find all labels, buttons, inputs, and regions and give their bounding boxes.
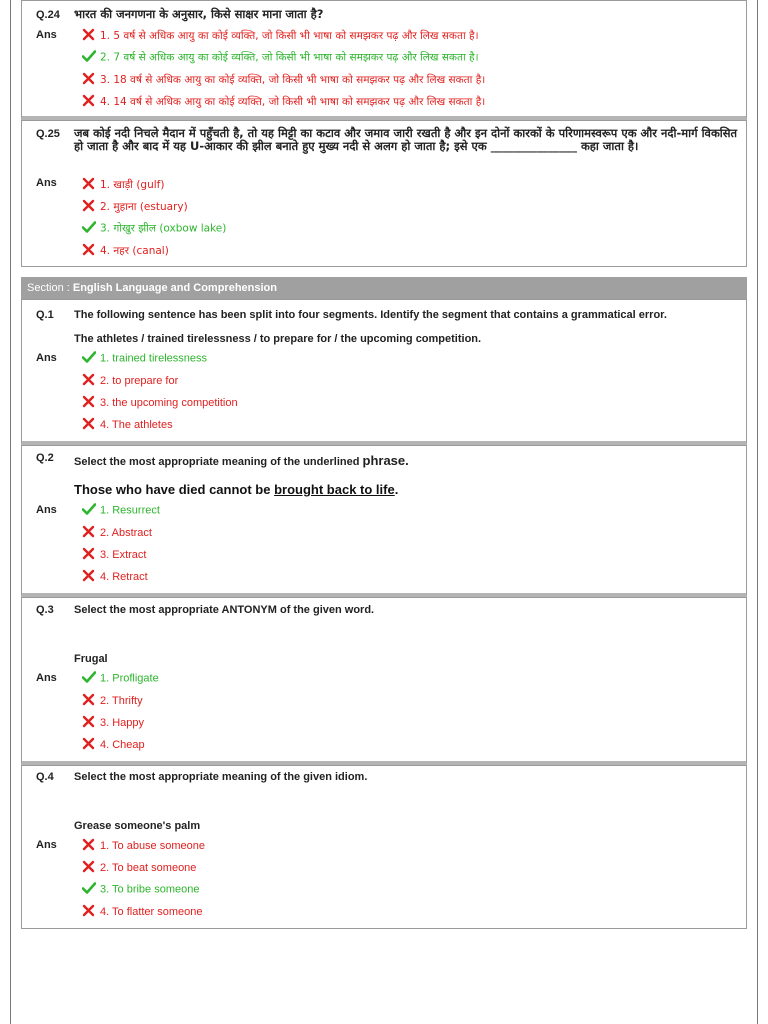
cross-icon	[82, 199, 98, 215]
answer-option: 1. To abuse someone	[82, 838, 205, 854]
answer-option: 1. 5 वर्ष से अधिक आयु का कोई व्यक्ति, जो किसी भी भाषा को समझकर पढ़ और लिख सकता है।	[82, 28, 479, 44]
cross-icon	[82, 525, 98, 541]
check-icon	[82, 671, 98, 686]
answer-label: Ans	[36, 504, 57, 516]
answer-option: 4. Cheap	[82, 737, 145, 753]
given-word: Frugal	[74, 653, 108, 665]
answer-option: 4. नहर (canal)	[82, 243, 169, 259]
answer-option: 4. Retract	[82, 569, 148, 585]
check-icon	[82, 503, 98, 518]
question-number: Q.25	[36, 128, 60, 140]
cross-icon	[82, 72, 98, 88]
underlined-phrase: brought back to life	[274, 482, 395, 497]
answer-option: 3. Extract	[82, 547, 146, 563]
question-text: भारत की जनगणना के अनुसार, किसे साक्षर माना जाता है?	[74, 7, 324, 21]
cross-icon	[82, 737, 98, 753]
cross-icon	[82, 838, 98, 854]
answer-option: 2. Thrifty	[82, 693, 143, 709]
cross-icon	[82, 177, 98, 193]
question-text: Select the most appropriate ANTONYM of the given word.	[74, 604, 375, 616]
question-number: Q.2	[36, 452, 54, 464]
cross-icon	[82, 395, 98, 411]
section-name: English Language and Comprehension	[72, 282, 277, 294]
question-number: Q.1	[36, 309, 54, 321]
question-text: जब कोई नदी निचले मैदान में पहुँचती है, तो यह मिट्टी का कटाव और जमाव जारी रखती है और इन दोनों कारकों के परिणामस्वरूप एक और नदी-मार्ग विकसित हो जाता है और बाद में यह U-आकार की झील बनाते हुए मुख्य नदी से अलग हो जाता है; इसे एक _______________ कहा जाता है।	[74, 126, 738, 153]
answer-option: 1. Resurrect	[82, 503, 160, 518]
cross-icon	[82, 417, 98, 433]
question-block-e1	[21, 299, 747, 445]
section-header	[21, 277, 747, 299]
check-icon	[82, 882, 98, 897]
answer-label: Ans	[36, 672, 57, 684]
answer-option: 2. Abstract	[82, 525, 152, 541]
question-block-e4	[21, 765, 747, 929]
answer-option: 1. trained tirelessness	[82, 351, 207, 366]
check-icon	[82, 221, 98, 236]
answer-option: 4. The athletes	[82, 417, 173, 433]
answer-label: Ans	[36, 29, 57, 41]
answer-label: Ans	[36, 839, 57, 851]
question-number: Q.4	[36, 771, 54, 783]
answer-option: 3. Happy	[82, 715, 144, 731]
question-text: The following sentence has been split into four segments. Identify the segment that contains a grammatical error.	[74, 309, 667, 321]
question-sentence: The athletes / trained tirelessness / to prepare for / the upcoming competition.	[74, 333, 482, 345]
check-icon	[82, 50, 98, 65]
cross-icon	[82, 569, 98, 585]
answer-option: 3. the upcoming competition	[82, 395, 238, 411]
answer-option: 1. खाड़ी (gulf)	[82, 177, 164, 193]
question-text: Select the most appropriate meaning of the given idiom.	[74, 771, 368, 783]
answer-option: 3. 18 वर्ष से अधिक आयु का कोई व्यक्ति, जो किसी भी भाषा को समझकर पढ़ और लिख सकता है।	[82, 72, 485, 88]
check-icon	[82, 351, 98, 366]
question-text: Select the most appropriate meaning of the underlined phrase.	[74, 453, 409, 468]
question-block-e3	[21, 597, 747, 765]
cross-icon	[82, 243, 98, 259]
section-prefix: Section :	[27, 282, 73, 294]
answer-label: Ans	[36, 352, 57, 364]
question-block-q24	[21, 0, 747, 120]
question-number: Q.3	[36, 604, 54, 616]
answer-option: 2. To beat someone	[82, 860, 196, 876]
cross-icon	[82, 860, 98, 876]
question-number: Q.24	[36, 9, 60, 21]
given-idiom: Grease someone's palm	[74, 820, 201, 832]
cross-icon	[82, 904, 98, 920]
question-sentence: Those who have died cannot be brought back to life.	[74, 482, 399, 497]
cross-icon	[82, 373, 98, 389]
question-block-q25	[21, 120, 747, 267]
answer-option: 4. 14 वर्ष से अधिक आयु का कोई व्यक्ति, जो किसी भी भाषा को समझकर पढ़ और लिख सकता है।	[82, 94, 485, 110]
answer-option: 3. गोखुर झील (oxbow lake)	[82, 221, 226, 236]
answer-label: Ans	[36, 177, 57, 189]
answer-option: 2. 7 वर्ष से अधिक आयु का कोई व्यक्ति, जो किसी भी भाषा को समझकर पढ़ और लिख सकता है।	[82, 50, 479, 65]
answer-option: 2. मुहाना (estuary)	[82, 199, 188, 215]
cross-icon	[82, 547, 98, 563]
answer-option: 1. Profligate	[82, 671, 159, 686]
cross-icon	[82, 94, 98, 110]
answer-option: 3. To bribe someone	[82, 882, 199, 897]
question-block-e2	[21, 445, 747, 597]
answer-option: 2. to prepare for	[82, 373, 178, 389]
cross-icon	[82, 715, 98, 731]
cross-icon	[82, 693, 98, 709]
answer-option: 4. To flatter someone	[82, 904, 203, 920]
cross-icon	[82, 28, 98, 44]
